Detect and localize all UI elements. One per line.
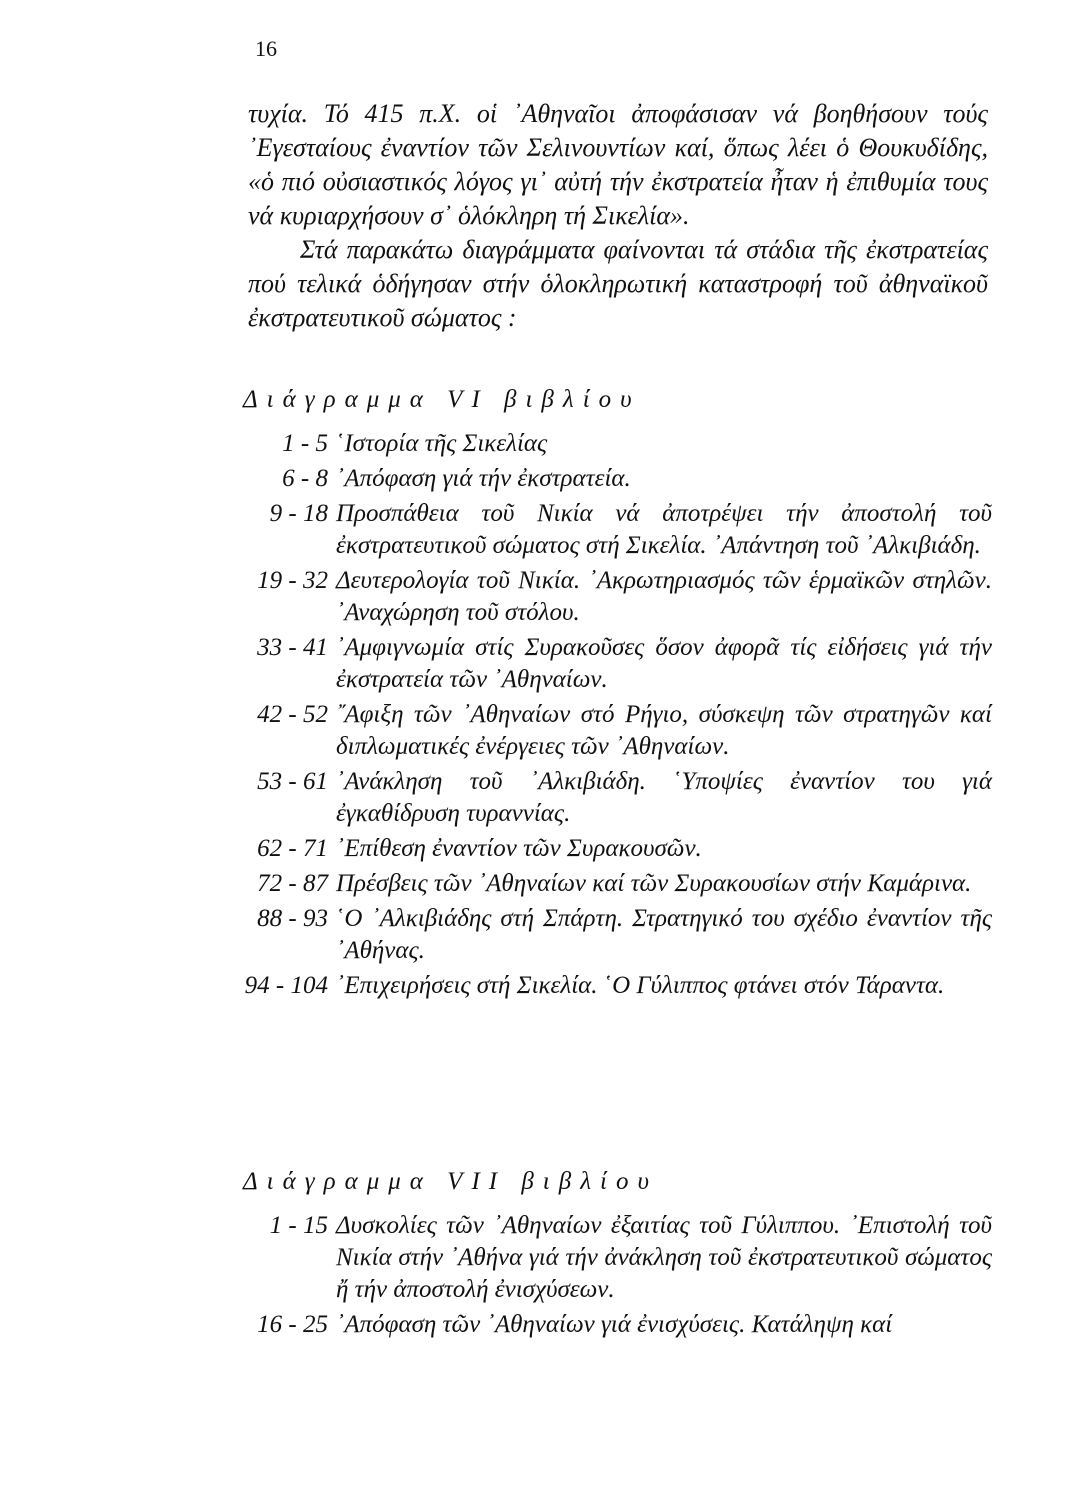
list-item <box>240 632 992 696</box>
list-item <box>240 428 992 460</box>
chapter-range: 1 - 5 <box>282 430 328 457</box>
chapter-range: 53 - 61 <box>257 768 328 795</box>
diagram-vii-heading: Διάγραμμα VII βιβλίου <box>243 1168 658 1195</box>
list-item <box>240 565 992 629</box>
diagram-vi-heading: Διάγραμμα VI βιβλίου <box>243 386 641 413</box>
entry-text: Δυσκολίες τῶν ᾿Αθηναίων ἐξαιτίας τοῦ Γύλιππου. ᾿Επιστολή τοῦ Νικία στήν ᾿Αθήνα γιά τήν ἀνάκληση τοῦ ἐκστρατευτικοῦ σώματος ἤ τήν ἀποστολή ἐνισχύσεων. <box>336 1212 992 1303</box>
entry-text: ᾿Ανάκληση τοῦ ᾿Αλκιβιάδη. ῾Υποψίες ἐναντίον του γιά ἐγκαθίδρυση τυραννίας. <box>336 768 992 827</box>
chapter-range: 33 - 41 <box>257 634 328 661</box>
chapter-range: 62 - 71 <box>257 835 328 862</box>
entry-text: ῾Ο ᾿Αλκιβιάδης στή Σπάρτη. Στρατηγικό του σχέδιο ἐναντίον τῆς ᾿Αθήνας. <box>336 905 992 964</box>
chapter-range: 94 - 104 <box>244 972 328 999</box>
list-item <box>240 1309 992 1341</box>
list-item <box>240 699 992 763</box>
chapter-range: 88 - 93 <box>257 905 328 932</box>
chapter-range: 72 - 87 <box>257 870 328 897</box>
chapter-range: 16 - 25 <box>257 1311 328 1338</box>
entry-text: ᾿Απόφαση γιά τήν ἐκστρατεία. <box>336 465 631 492</box>
entry-text: ῾Ιστορία τῆς Σικελίας <box>336 430 548 457</box>
page-number: 16 <box>255 36 277 61</box>
chapter-range: 6 - 8 <box>282 465 328 492</box>
chapter-range: 19 - 32 <box>257 567 328 594</box>
diagram-vii-entries <box>240 1210 992 1344</box>
entry-text: ῎Αφιξη τῶν ᾿Αθηναίων στό Ρήγιο, σύσκεψη τῶν στρατηγῶν καί διπλωματικές ἐνέργειες τῶν ᾿Αθηναίων. <box>336 701 992 760</box>
chapter-range: 42 - 52 <box>257 701 328 728</box>
entry-text: ᾿Επίθεση ἐναντίον τῶν Συρακουσῶν. <box>336 835 702 862</box>
entry-text: Δευτερολογία τοῦ Νικία. ᾿Ακρωτηριασμός τῶν ἑρμαϊκῶν στηλῶν. ᾿Αναχώρηση τοῦ στόλου. <box>336 567 992 626</box>
list-item <box>240 766 992 830</box>
chapter-range: 1 - 15 <box>269 1212 328 1239</box>
entry-text: ᾿Αμφιγνωμία στίς Συρακοῦσες ὅσον ἀφορᾶ τίς εἰδήσεις γιά τήν ἐκστρατεία τῶν ᾿Αθηναίων. <box>336 634 992 693</box>
chapter-range: 9 - 18 <box>269 500 328 527</box>
list-item <box>240 970 992 1002</box>
entry-text: ᾿Απόφαση τῶν ᾿Αθηναίων γιά ἐνισχύσεις. Κατάληψη καί <box>336 1311 893 1338</box>
intro-paragraph-1: τυχία. Τό 415 π.Χ. οἱ ᾿Αθηναῖοι ἀποφάσισαν νά βοηθήσουν τούς ᾿Εγεσταίους ἐναντίον τῶν Σελινουντίων καί, ὅπως λέει ὁ Θουκυδίδης, «ὁ πιό οὐσιαστικός λόγος γι᾿ αὐτή τήν ἐκστρατεία ἦταν ἡ ἐπιθυμία τους νά κυριαρχήσουν σ᾿ ὁλόκληρη τή Σικελία». <box>248 99 988 230</box>
entry-text: Πρέσβεις τῶν ᾿Αθηναίων καί τῶν Συρακουσίων στήν Καμάρινα. <box>336 870 972 897</box>
list-item <box>240 463 992 495</box>
intro-text <box>248 97 988 335</box>
list-item <box>240 868 992 900</box>
intro-paragraph-2: Στά παρακάτω διαγράμματα φαίνονται τά στάδια τῆς ἐκστρατείας πού τελικά ὁδήγησαν στήν ὁλοκληρωτική καταστροφή τοῦ ἀθηναϊκοῦ ἐκστρατευτικοῦ σώματος : <box>248 235 988 332</box>
diagram-vi-entries <box>240 428 992 1005</box>
entry-text: ᾿Επιχειρήσεις στή Σικελία. ῾Ο Γύλιππος φτάνει στόν Τάραντα. <box>336 972 945 999</box>
list-item <box>240 1210 992 1306</box>
entry-text: Προσπάθεια τοῦ Νικία νά ἀποτρέψει τήν ἀποστολή τοῦ ἐκστρατευτικοῦ σώματος στή Σικελία. ᾿Απάντηση τοῦ ᾿Αλκιβιάδη. <box>336 500 992 559</box>
list-item <box>240 833 992 865</box>
list-item <box>240 498 992 562</box>
list-item <box>240 903 992 967</box>
